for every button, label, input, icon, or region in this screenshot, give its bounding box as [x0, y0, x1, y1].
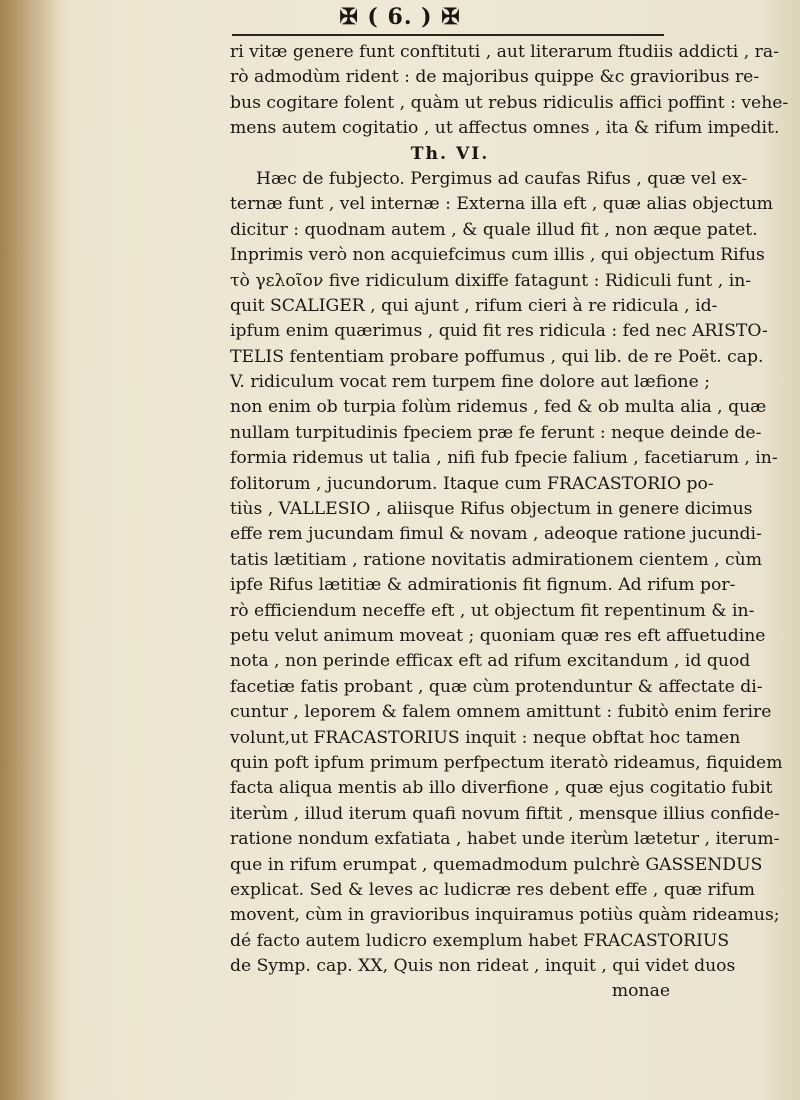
text-line: movent, cùm in gravioribus inquiramus potiùs quàm rideamus; — [230, 905, 780, 926]
header-rule — [232, 34, 664, 36]
text-line: bus cogitare folent , quàm ut rebus ridiculis affici poffint : vehe- — [230, 92, 789, 113]
text-line: tiùs , VALLESIO , aliisque Rifus objectum in genere dicimus — [230, 499, 753, 520]
text-line: dicitur : quodnam autem , & quale illud fit , non æque patet. — [230, 219, 758, 240]
text-line: V. ridiculum vocat rem turpem fine dolore aut læfione ; — [230, 372, 711, 393]
text-line: TELIS fententiam probare poffumus , qui lib. de re Poët. cap. — [230, 346, 764, 367]
text-line: rò admodùm rident : de majoribus quippe &c gravioribus re- — [230, 67, 760, 88]
text-line: tatis lætitiam , ratione novitatis admirationem cientem , cùm — [230, 549, 763, 570]
text-line: que in rifum erumpat , quemadmodum pulchrè GASSENDUS — [230, 854, 763, 875]
text-line: volunt,ut FRACASTORIUS inquit : neque obftat hoc tamen — [230, 727, 741, 748]
text-line: iterùm , illud iterum quafi novum fiftit , mensque illius confide- — [230, 803, 780, 824]
text-line: folitorum , jucundorum. Itaque cum FRACASTORIO po- — [230, 473, 714, 494]
text-line: Inprimis verò non acquiefcimus cum illis , qui objectum Rifus — [230, 245, 765, 266]
text-line: ipfe Rifus lætitiæ & admirationis fit fignum. Ad rifum por- — [230, 575, 736, 596]
body-text — [230, 40, 789, 1005]
text-line: non enim ob turpia folùm ridemus , fed & ob multa alia , quæ — [230, 397, 767, 418]
text-line: quit SCALIGER , qui ajunt , rifum cieri à re ridicula , id- — [230, 295, 718, 316]
text-line: cuntur , leporem & falem omnem amittunt : fubitò enim ferire — [230, 702, 772, 723]
catchword: monae — [611, 981, 670, 1002]
text-line: mens autem cogitatio , ut affectus omnes , ita & rifum impedit. — [230, 118, 780, 139]
text-line: dé facto autem ludicro exemplum habet FRACASTORIUS — [230, 930, 730, 951]
text-line: ipfum enim quærimus , quid fit res ridicula : fed nec ARISTO- — [230, 321, 768, 342]
text-line: rò efficiendum neceffe eft , ut objectum fit repentinum & in- — [230, 600, 755, 621]
text-line: effe rem jucundam fimul & novam , adeoque ratione jucundi- — [230, 524, 762, 545]
text-line: nullam turpitudinis fpeciem præ fe ferunt : neque deinde de- — [230, 422, 762, 443]
text-line: ternæ funt , vel internæ : Externa illa eft , quæ alias objectum — [230, 194, 773, 215]
text-line: τὸ γελοῖον five ridiculum dixiffe fatagunt : Ridiculi funt , in- — [230, 270, 752, 291]
text-line: facta aliqua mentis ab illo diverfione , quæ ejus cogitatio fubit — [230, 778, 773, 799]
page-header: ✠ ( 6. ) ✠ — [339, 4, 461, 30]
text-line: formia ridemus ut talia , nifi fub fpecie falium , facetiarum , in- — [230, 448, 778, 469]
text-line: de Symp. cap. XX, Quis non rideat , inquit , qui videt duos — [230, 956, 736, 977]
page-gutter-shadow — [0, 0, 60, 1100]
text-line: petu velut animum moveat ; quoniam quæ res eft affuetudine — [230, 625, 766, 646]
text-line: nota , non perinde efficax eft ad rifum excitandum , id quod — [230, 651, 751, 672]
text-line: ri vitæ genere funt conftituti , aut literarum ftudiis addicti , ra- — [230, 42, 779, 62]
text-line: quin poft ipfum primum perfpectum iteratò rideamus, fiquidem — [230, 752, 783, 773]
text-line: facetiæ fatis probant , quæ cùm protenduntur & affectate di- — [230, 676, 763, 697]
section-heading: Th. VI. — [410, 143, 490, 164]
text-line: ratione nondum exfatiata , habet unde iterùm lætetur , iterum- — [230, 829, 780, 850]
text-line: Hæc de fubjecto. Pergimus ad caufas Rifus , quæ vel ex- — [256, 168, 748, 189]
text-line: explicat. Sed & leves ac ludicræ res debent effe , quæ rifum — [230, 879, 755, 900]
